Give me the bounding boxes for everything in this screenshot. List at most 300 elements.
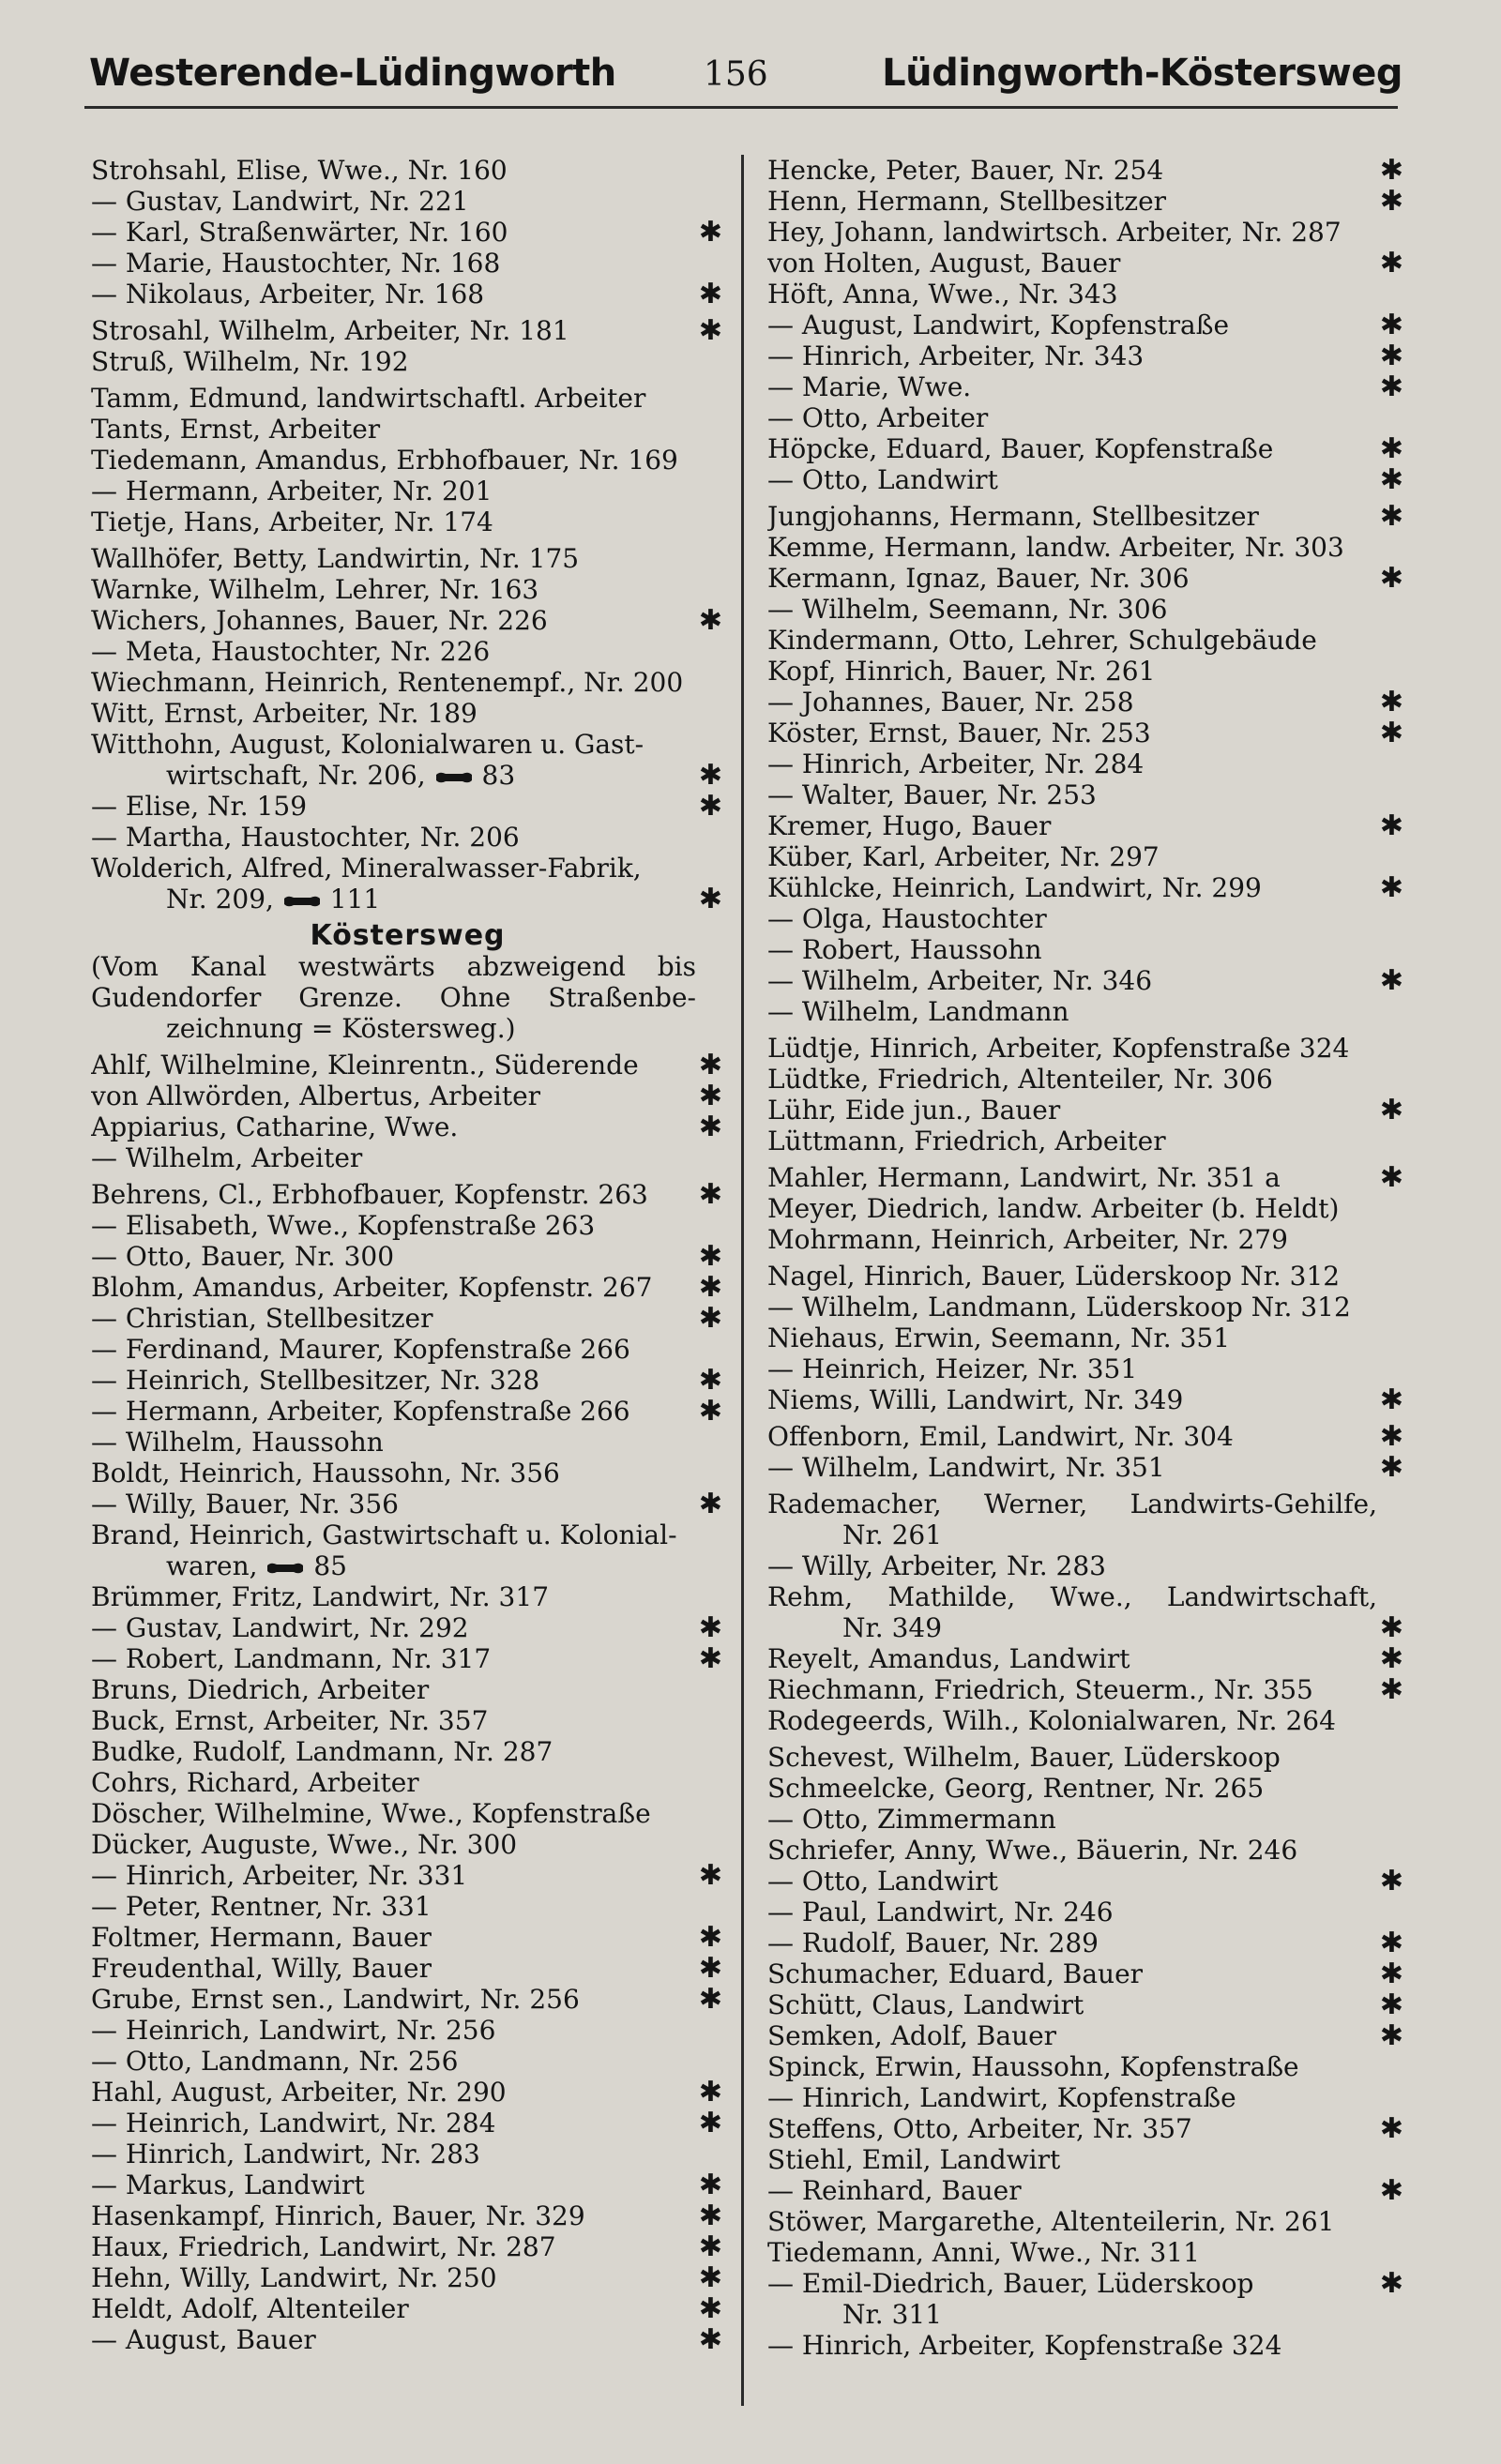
asterisk-icon: ✱	[1379, 1162, 1403, 1193]
entry-text: — Hinrich, Arbeiter, Nr. 284	[767, 748, 1145, 779]
entry-text: — Willy, Bauer, Nr. 356	[91, 1489, 399, 1519]
entry-text: Dücker, Auguste, Wwe., Nr. 300	[91, 1829, 518, 1860]
directory-entry	[91, 1489, 724, 1519]
directory-entry	[91, 853, 724, 884]
asterisk-icon: ✱	[698, 2200, 722, 2231]
entry-text: Brümmer, Fritz, Landwirt, Nr. 317	[91, 1581, 550, 1612]
directory-entry	[91, 760, 724, 791]
entry-text: Warnke, Wilhelm, Lehrer, Nr. 163	[91, 574, 539, 605]
entry-text: — Paul, Landwirt, Nr. 246	[767, 1897, 1114, 1927]
directory-entry	[767, 402, 1405, 433]
entry-text: Höpcke, Eduard, Bauer, Kopfenstraße	[767, 433, 1274, 464]
directory-entry	[767, 1353, 1405, 1384]
entry-text: Tiedemann, Anni, Wwe., Nr. 311	[767, 2237, 1200, 2268]
telephone-icon	[282, 895, 322, 908]
header-left-title: Westerende-Lüdingworth	[89, 52, 616, 95]
directory-entry	[91, 1519, 724, 1550]
entry-text: Schriefer, Anny, Wwe., Bäuerin, Nr. 246	[767, 1835, 1298, 1866]
entry-text: — Hinrich, Arbeiter, Kopfenstraße 324	[767, 2330, 1282, 2361]
asterisk-icon: ✱	[1379, 810, 1403, 841]
directory-entry	[767, 1224, 1405, 1255]
entry-text: — Wilhelm, Landmann	[767, 996, 1069, 1027]
directory-entry	[767, 872, 1405, 903]
entry-text: Niems, Willi, Landwirt, Nr. 349	[767, 1384, 1184, 1415]
directory-entry	[767, 687, 1405, 718]
entry-text: — Walter, Bauer, Nr. 253	[767, 779, 1097, 810]
directory-entry	[91, 2139, 724, 2169]
entry-text: Strohsahl, Elise, Wwe., Nr. 160	[91, 155, 508, 186]
entry-text: — Gustav, Landwirt, Nr. 221	[91, 186, 469, 217]
asterisk-icon: ✱	[1379, 718, 1403, 748]
asterisk-icon: ✱	[1379, 1866, 1403, 1897]
header-rule	[84, 106, 1398, 109]
directory-entry	[767, 501, 1405, 532]
entry-text: — Otto, Landwirt	[767, 464, 998, 495]
directory-entry	[91, 217, 724, 248]
directory-entry	[767, 841, 1405, 872]
directory-entry	[91, 1953, 724, 1984]
directory-entry	[91, 476, 724, 506]
directory-entry	[767, 1989, 1405, 2020]
entry-text: Semken, Adolf, Bauer	[767, 2020, 1057, 2051]
entry-text: — Ferdinand, Maurer, Kopfenstraße 266	[91, 1334, 630, 1365]
entry-text: Stöwer, Margarethe, Altenteilerin, Nr. 261	[767, 2206, 1335, 2237]
asterisk-icon: ✱	[1379, 433, 1403, 464]
entry-text: Kemme, Hermann, landw. Arbeiter, Nr. 303	[767, 532, 1344, 563]
directory-entry	[767, 310, 1405, 340]
directory-entry	[767, 2175, 1405, 2206]
entry-text: Gudendorfer Grenze. Ohne Straßenbe-	[91, 982, 696, 1013]
directory-entry	[91, 1050, 724, 1081]
entry-text: Witthohn, August, Kolonialwaren u. Gast-	[91, 729, 644, 760]
directory-entry	[91, 791, 724, 822]
right-column	[767, 155, 1405, 2361]
asterisk-icon: ✱	[1379, 1989, 1403, 2020]
directory-entry	[767, 1958, 1405, 1989]
directory-entry	[91, 506, 724, 537]
directory-entry	[91, 1891, 724, 1922]
entry-text: Wallhöfer, Betty, Landwirtin, Nr. 175	[91, 543, 580, 574]
directory-entry	[91, 2324, 724, 2355]
directory-entry	[767, 1064, 1405, 1095]
directory-entry	[91, 1111, 724, 1142]
asterisk-icon: ✱	[698, 1612, 722, 1643]
directory-entry	[767, 2113, 1405, 2144]
entry-text: Steffens, Otto, Arbeiter, Nr. 357	[767, 2113, 1192, 2144]
asterisk-icon: ✱	[1379, 310, 1403, 340]
phone-number: 111	[321, 884, 381, 915]
entry-text: — Otto, Landmann, Nr. 256	[91, 2046, 459, 2077]
asterisk-icon: ✱	[698, 1860, 722, 1891]
directory-entry	[767, 186, 1405, 217]
asterisk-icon: ✱	[698, 2262, 722, 2293]
asterisk-icon: ✱	[1379, 1674, 1403, 1705]
asterisk-icon: ✱	[698, 1050, 722, 1081]
entry-text: Tietje, Hans, Arbeiter, Nr. 174	[91, 506, 493, 537]
entry-text: Mahler, Hermann, Landwirt, Nr. 351 a	[767, 1162, 1281, 1193]
entry-text: Behrens, Cl., Erbhofbauer, Kopfenstr. 263	[91, 1179, 648, 1210]
entry-text: Lühr, Eide jun., Bauer	[767, 1095, 1061, 1126]
entry-text: — Wilhelm, Landmann, Lüderskoop Nr. 312	[767, 1292, 1351, 1323]
entry-text: Nr. 349	[842, 1612, 943, 1643]
entry-text: Struß, Wilhelm, Nr. 192	[91, 346, 409, 377]
directory-entry	[767, 1292, 1405, 1323]
asterisk-icon: ✱	[698, 1365, 722, 1396]
entry-text: — Hinrich, Arbeiter, Nr. 343	[767, 340, 1145, 371]
asterisk-icon: ✱	[1379, 1384, 1403, 1415]
entry-text: — Hermann, Arbeiter, Nr. 201	[91, 476, 493, 506]
asterisk-icon: ✱	[698, 217, 722, 248]
directory-entry	[767, 2082, 1405, 2113]
directory-entry	[767, 1581, 1405, 1612]
entry-text: Nr. 261	[842, 1519, 943, 1550]
directory-entry	[767, 1261, 1405, 1292]
directory-entry	[767, 656, 1405, 687]
directory-entry	[767, 340, 1405, 371]
asterisk-icon: ✱	[698, 1303, 722, 1334]
entry-text: Haux, Friedrich, Landwirt, Nr. 287	[91, 2231, 556, 2262]
entry-text: Freudenthal, Willy, Bauer	[91, 1953, 432, 1984]
directory-entry	[767, 1421, 1405, 1452]
entry-text: — Wilhelm, Seemann, Nr. 306	[767, 594, 1168, 625]
directory-entry	[91, 1013, 724, 1044]
entry-text: Kühlcke, Heinrich, Landwirt, Nr. 299	[767, 872, 1262, 903]
directory-entry	[91, 1860, 724, 1891]
entry-text: — Elisabeth, Wwe., Kopfenstraße 263	[91, 1210, 596, 1241]
directory-entry	[91, 1179, 724, 1210]
directory-entry	[91, 1241, 724, 1272]
directory-entry	[91, 1581, 724, 1612]
directory-entry	[767, 2144, 1405, 2175]
entry-text: Kremer, Hugo, Bauer	[767, 810, 1052, 841]
entry-text: — Heinrich, Landwirt, Nr. 284	[91, 2108, 496, 2139]
entry-text: Budke, Rudolf, Landmann, Nr. 287	[91, 1736, 553, 1767]
entry-text: Rodegeerds, Wilh., Kolonialwaren, Nr. 264	[767, 1705, 1336, 1736]
entry-text: Spinck, Erwin, Haussohn, Kopfenstraße	[767, 2051, 1299, 2082]
entry-text: Hahl, August, Arbeiter, Nr. 290	[91, 2077, 507, 2108]
directory-entry	[767, 779, 1405, 810]
entry-text: Köster, Ernst, Bauer, Nr. 253	[767, 718, 1151, 748]
directory-entry	[767, 1643, 1405, 1674]
directory-entry	[91, 1334, 724, 1365]
directory-entry	[91, 1922, 724, 1953]
entry-text: — Heinrich, Landwirt, Nr. 256	[91, 2015, 496, 2046]
entry-text: — Otto, Arbeiter	[767, 402, 989, 433]
directory-entry	[91, 2200, 724, 2231]
asterisk-icon: ✱	[1379, 965, 1403, 996]
directory-entry	[91, 2231, 724, 2262]
directory-entry	[91, 1081, 724, 1111]
directory-entry	[91, 605, 724, 636]
asterisk-icon: ✱	[698, 2169, 722, 2200]
entry-text: Kopf, Hinrich, Bauer, Nr. 261	[767, 656, 1156, 687]
directory-entry	[91, 1612, 724, 1643]
entry-text: — Wilhelm, Haussohn	[91, 1427, 384, 1458]
entry-text: (Vom Kanal westwärts abzweigend bis	[91, 951, 696, 982]
entry-text: — Wilhelm, Landwirt, Nr. 351	[767, 1452, 1165, 1483]
directory-entry	[91, 383, 724, 414]
entry-text: Boldt, Heinrich, Haussohn, Nr. 356	[91, 1458, 560, 1489]
directory-entry	[767, 2237, 1405, 2268]
asterisk-icon: ✱	[698, 1241, 722, 1272]
asterisk-icon: ✱	[1379, 2268, 1403, 2299]
asterisk-icon: ✱	[1379, 1643, 1403, 1674]
telephone-icon	[265, 1562, 305, 1575]
entry-text: Lüdtke, Friedrich, Altenteiler, Nr. 306	[767, 1064, 1273, 1095]
phone-number: 85	[305, 1550, 347, 1581]
directory-entry	[91, 698, 724, 729]
directory-entry	[767, 1384, 1405, 1415]
directory-entry	[767, 1126, 1405, 1156]
directory-entry	[91, 1272, 724, 1303]
entry-text: Nr. 311	[842, 2299, 943, 2330]
directory-entry	[767, 1452, 1405, 1483]
asterisk-icon: ✱	[698, 2231, 722, 2262]
directory-entry	[767, 903, 1405, 934]
asterisk-icon: ✱	[1379, 340, 1403, 371]
asterisk-icon: ✱	[698, 1643, 722, 1674]
entry-text: Kindermann, Otto, Lehrer, Schulgebäude	[767, 625, 1317, 656]
entry-text: Jungjohanns, Hermann, Stellbesitzer	[767, 501, 1259, 532]
asterisk-icon: ✱	[698, 884, 722, 915]
directory-entry	[767, 1897, 1405, 1927]
entry-text: Brand, Heinrich, Gastwirtschaft u. Kolonial-	[91, 1519, 677, 1550]
entry-text: — Nikolaus, Arbeiter, Nr. 168	[91, 279, 485, 310]
directory-entry	[91, 2077, 724, 2108]
page-number: 156	[704, 55, 768, 94]
asterisk-icon: ✱	[1379, 2020, 1403, 2051]
directory-entry	[91, 951, 724, 982]
entry-text: Witt, Ernst, Arbeiter, Nr. 189	[91, 698, 478, 729]
entry-text: — Otto, Bauer, Nr. 300	[91, 1241, 395, 1272]
entry-text: waren,	[166, 1550, 258, 1581]
asterisk-icon: ✱	[698, 605, 722, 636]
directory-entry	[91, 1365, 724, 1396]
entry-text: Wichers, Johannes, Bauer, Nr. 226	[91, 605, 548, 636]
phone-number: 83	[473, 760, 516, 791]
directory-entry	[767, 1193, 1405, 1224]
asterisk-icon: ✱	[1379, 1958, 1403, 1989]
directory-entry	[767, 217, 1405, 248]
telephone-icon	[434, 771, 474, 784]
entry-text: Heldt, Adolf, Altenteiler	[91, 2293, 409, 2324]
asterisk-icon: ✱	[1379, 371, 1403, 402]
entry-text: Lüdtje, Hinrich, Arbeiter, Kopfenstraße 324	[767, 1033, 1350, 1064]
asterisk-icon: ✱	[1379, 155, 1403, 186]
entry-text: Foltmer, Hermann, Bauer	[91, 1922, 432, 1953]
directory-entry	[91, 1303, 724, 1334]
entry-text: Riechmann, Friedrich, Steuerm., Nr. 355	[767, 1674, 1313, 1705]
entry-text: Meyer, Diedrich, landw. Arbeiter (b. Heldt)	[767, 1193, 1340, 1224]
directory-entry	[767, 594, 1405, 625]
entry-text: Grube, Ernst sen., Landwirt, Nr. 256	[91, 1984, 580, 2015]
entry-text: — Meta, Haustochter, Nr. 226	[91, 636, 491, 667]
entry-text: Tamm, Edmund, landwirtschaftl. Arbeiter	[91, 383, 646, 414]
asterisk-icon: ✱	[1379, 2175, 1403, 2206]
entry-text: Lüttmann, Friedrich, Arbeiter	[767, 1126, 1166, 1156]
entry-text: Tiedemann, Amandus, Erbhofbauer, Nr. 169	[91, 445, 678, 476]
directory-entry	[91, 315, 724, 346]
asterisk-icon: ✱	[698, 2108, 722, 2139]
directory-entry	[91, 2046, 724, 2077]
entry-text: Tants, Ernst, Arbeiter	[91, 414, 381, 445]
asterisk-icon: ✱	[1379, 1421, 1403, 1452]
entry-text: Hencke, Peter, Bauer, Nr. 254	[767, 155, 1164, 186]
entry-text: Cohrs, Richard, Arbeiter	[91, 1767, 419, 1798]
asterisk-icon: ✱	[1379, 501, 1403, 532]
directory-entry	[767, 2330, 1405, 2361]
asterisk-icon: ✱	[698, 2293, 722, 2324]
entry-text: Niehaus, Erwin, Seemann, Nr. 351	[767, 1323, 1231, 1353]
directory-entry	[91, 1829, 724, 1860]
asterisk-icon: ✱	[1379, 1095, 1403, 1126]
left-column	[91, 155, 724, 2355]
entry-text: — Reinhard, Bauer	[767, 2175, 1022, 2206]
directory-entry	[91, 1142, 724, 1173]
directory-entry	[767, 464, 1405, 495]
entry-text: — Christian, Stellbesitzer	[91, 1303, 433, 1334]
directory-entry	[91, 414, 724, 445]
entry-text: — Heinrich, Heizer, Nr. 351	[767, 1353, 1138, 1384]
directory-entry	[91, 884, 724, 915]
directory-entry	[767, 1804, 1405, 1835]
directory-entry	[91, 2262, 724, 2293]
entry-text: Schevest, Wilhelm, Bauer, Lüderskoop	[767, 1742, 1281, 1773]
entry-text: — Elise, Nr. 159	[91, 791, 308, 822]
asterisk-icon: ✱	[698, 1081, 722, 1111]
directory-entry	[91, 1736, 724, 1767]
entry-text: — Markus, Landwirt	[91, 2169, 365, 2200]
asterisk-icon: ✱	[698, 1179, 722, 1210]
directory-entry	[91, 1798, 724, 1829]
directory-entry	[767, 2020, 1405, 2051]
directory-entry	[767, 1612, 1405, 1643]
directory-entry	[91, 1705, 724, 1736]
entry-text: Hehn, Willy, Landwirt, Nr. 250	[91, 2262, 497, 2293]
entry-text: Buck, Ernst, Arbeiter, Nr. 357	[91, 1705, 489, 1736]
entry-text: Döscher, Wilhelmine, Wwe., Kopfenstraße	[91, 1798, 651, 1829]
directory-entry	[767, 996, 1405, 1027]
entry-text: — Marie, Haustochter, Nr. 168	[91, 248, 501, 279]
entry-text: Schütt, Claus, Landwirt	[767, 1989, 1084, 2020]
directory-entry	[91, 1396, 724, 1427]
directory-entry	[767, 248, 1405, 279]
directory-entry	[91, 1767, 724, 1798]
directory-entry	[767, 1742, 1405, 1773]
entry-text: — Hermann, Arbeiter, Kopfenstraße 266	[91, 1396, 630, 1427]
directory-entry	[767, 1033, 1405, 1064]
asterisk-icon: ✱	[698, 1272, 722, 1303]
entry-text: — August, Bauer	[91, 2324, 316, 2355]
entry-text: Köstersweg	[310, 920, 506, 951]
asterisk-icon: ✱	[1379, 563, 1403, 594]
entry-text: Blohm, Amandus, Arbeiter, Kopfenstr. 267	[91, 1272, 653, 1303]
asterisk-icon: ✱	[1379, 872, 1403, 903]
entry-text: — Gustav, Landwirt, Nr. 292	[91, 1612, 469, 1643]
asterisk-icon: ✱	[1379, 1452, 1403, 1483]
directory-entry	[767, 1866, 1405, 1897]
entry-text: wirtschaft, Nr. 206,	[166, 760, 426, 791]
directory-entry	[767, 563, 1405, 594]
directory-entry	[767, 1550, 1405, 1581]
directory-entry	[767, 1927, 1405, 1958]
asterisk-icon: ✱	[698, 315, 722, 346]
entry-text: — Wilhelm, Arbeiter	[91, 1142, 363, 1173]
asterisk-icon: ✱	[698, 1111, 722, 1142]
asterisk-icon: ✱	[698, 2324, 722, 2355]
column-divider	[741, 155, 744, 2406]
entry-text: Höft, Anna, Wwe., Nr. 343	[767, 279, 1118, 310]
entry-text: — August, Landwirt, Kopfenstraße	[767, 310, 1230, 340]
directory-entry	[91, 346, 724, 377]
asterisk-icon: ✱	[698, 279, 722, 310]
entry-text: — Robert, Landmann, Nr. 317	[91, 1643, 492, 1674]
directory-entry	[767, 2206, 1405, 2237]
section-heading	[91, 920, 724, 951]
directory-entry	[767, 1519, 1405, 1550]
asterisk-icon: ✱	[698, 1489, 722, 1519]
header-right-title: Lüdingworth-Köstersweg	[882, 52, 1402, 95]
directory-entry	[767, 2268, 1405, 2299]
directory-entry	[91, 1427, 724, 1458]
asterisk-icon: ✱	[698, 1984, 722, 2015]
entry-text: Strosahl, Wilhelm, Arbeiter, Nr. 181	[91, 315, 569, 346]
directory-entry	[91, 543, 724, 574]
directory-entry	[91, 982, 724, 1013]
entry-text: Mohrmann, Heinrich, Arbeiter, Nr. 279	[767, 1224, 1288, 1255]
entry-text: Nagel, Hinrich, Bauer, Lüderskoop Nr. 312	[767, 1261, 1341, 1292]
directory-entry	[91, 1550, 724, 1581]
directory-entry	[767, 1674, 1405, 1705]
asterisk-icon: ✱	[698, 2077, 722, 2108]
entry-text: — Johannes, Bauer, Nr. 258	[767, 687, 1134, 718]
directory-entry	[767, 2051, 1405, 2082]
asterisk-icon: ✱	[1379, 1927, 1403, 1958]
directory-entry	[767, 532, 1405, 563]
entry-text: Rademacher, Werner, Landwirts-Gehilfe,	[767, 1489, 1377, 1519]
directory-entry	[767, 279, 1405, 310]
asterisk-icon: ✱	[698, 1953, 722, 1984]
directory-entry	[767, 1323, 1405, 1353]
entry-text: — Karl, Straßenwärter, Nr. 160	[91, 217, 508, 248]
asterisk-icon: ✱	[698, 1396, 722, 1427]
directory-entry	[91, 1643, 724, 1674]
directory-entry	[767, 718, 1405, 748]
directory-entry	[767, 1773, 1405, 1804]
entry-text: — Heinrich, Stellbesitzer, Nr. 328	[91, 1365, 540, 1396]
entry-text: Hey, Johann, landwirtsch. Arbeiter, Nr. 287	[767, 217, 1342, 248]
directory-entry	[767, 1705, 1405, 1736]
directory-entry	[91, 155, 724, 186]
directory-entry	[91, 2015, 724, 2046]
entry-text: — Willy, Arbeiter, Nr. 283	[767, 1550, 1106, 1581]
entry-text: — Emil-Diedrich, Bauer, Lüderskoop	[767, 2268, 1254, 2299]
entry-text: Offenborn, Emil, Landwirt, Nr. 304	[767, 1421, 1234, 1452]
directory-entry	[767, 625, 1405, 656]
entry-text: — Martha, Haustochter, Nr. 206	[91, 822, 520, 853]
directory-entry	[91, 2108, 724, 2139]
entry-text: — Hinrich, Landwirt, Nr. 283	[91, 2139, 480, 2169]
entry-text: von Allwörden, Albertus, Arbeiter	[91, 1081, 541, 1111]
directory-entry	[91, 2293, 724, 2324]
directory-entry	[767, 1489, 1405, 1519]
directory-entry	[767, 2299, 1405, 2330]
entry-text: Reyelt, Amandus, Landwirt	[767, 1643, 1130, 1674]
entry-text: von Holten, August, Bauer	[767, 248, 1121, 279]
directory-entry	[767, 1835, 1405, 1866]
asterisk-icon: ✱	[1379, 464, 1403, 495]
entry-text: — Otto, Landwirt	[767, 1866, 998, 1897]
